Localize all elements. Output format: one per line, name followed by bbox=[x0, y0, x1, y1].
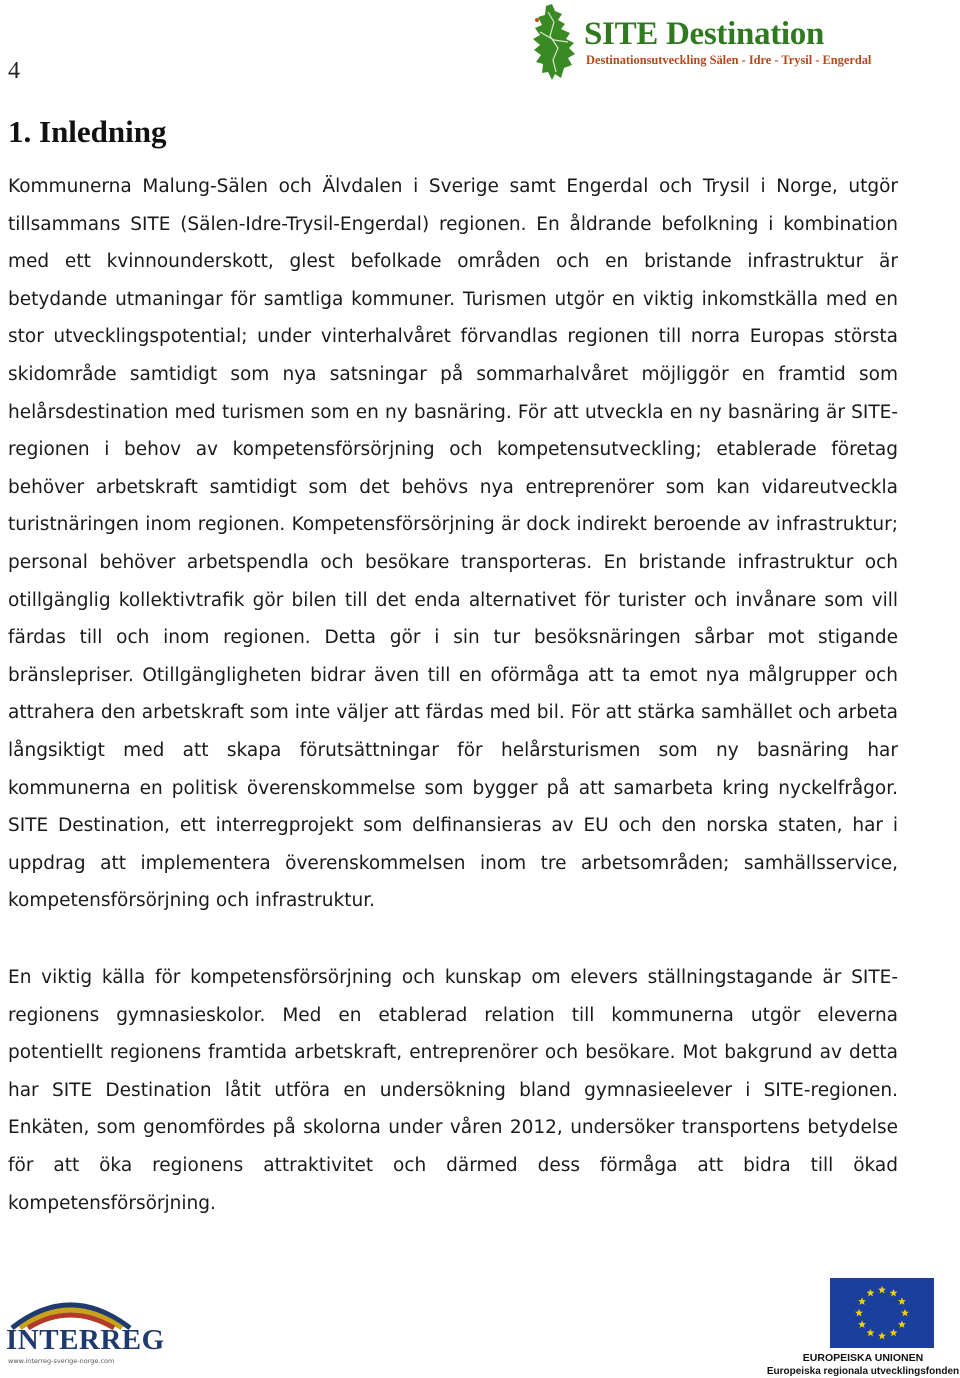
body-paragraph-1: Kommunerna Malung-Sälen och Älvdalen i Sverige samt Engerdal och Trysil i Norge, utgör tillsammans SITE (Sälen-Idre-Trysil-Engerdal) regionen. En åldrande befolkning i kombination med ett kvinnounderskott, glest befolkade områden och en bristande infrastruktur är betydande utmaningar för samtliga kommuner. Turismen utgör en viktig inkomstkälla med en stor utvecklingspotential; under vinterhalvåret förvandlas regionen till norra Europas största skidområde samtidigt som nya satsningar på sommarhalvåret möjliggör en framtid som helårsdestination med turismen som en ny basnäring. För att utveckla en ny basnäring är SITE-regionen i behov av kompetensförsörjning och kompetensutveckling; etablerade företag behöver arbetskraft samtidigt som det behövs nya entreprenörer som kan vidareutveckla turistnäringen inom regionen. Kompetensförsörjning är dock indirekt beroende av infrastruktur; personal behöver arbetspendla och besökare transporteras. En bristande infrastruktur och otillgänglig kollektivtrafik gör bilen till det enda alternativet för turister och invånare som vill färdas till och inom regionen. Detta gör i sin tur besöksnäringen sårbar mot stigande bränslepriser. Otillgängligheten bidrar även till en oförmåga att ta emot nya målgrupper och attrahera den arbetskraft som inte väljer att färdas med bil. För att stärka samhället och arbeta långsiktigt med att skapa förutsättningar för helårsturismen som ny basnäring har kommunerna en politisk överenskommelse som bygger på att samarbeta kring nyckelfrågor. SITE Destination, ett interregprojekt som delfinansieras av EU och den norska staten, har i uppdrag att implementera överenskommelsen inom tre arbetsområden; samhällsservice, kompetensförsörjning och infrastruktur. bbox=[8, 176, 898, 912]
eu-title: EUROPEISKA UNIONEN bbox=[802, 1352, 924, 1364]
body-paragraph-2: En viktig källa för kompetensförsörjning och kunskap om elevers ställningstagande är SITE-regionens gymnasieskolor. Med en etablerad relation till kommunerna utgör eleverna potentiellt regionens framtida arbetskraft, entreprenörer och besökare. Mot bakgrund av detta har SITE Destination låtit utföra en undersökning bland gymnasieelever i SITE-regionen. Enkäten, som genomfördes på skolorna under våren 2012, undersöker transportens betydelse för att öka regionens attraktivitet och därmed dess förmåga att bidra till ökad kompetensförsörjning. bbox=[8, 967, 898, 1214]
eu-flag-icon bbox=[830, 1278, 934, 1348]
logo-brand-name: SITE Destination bbox=[584, 16, 825, 52]
eu-logo bbox=[766, 1278, 960, 1378]
interreg-logo bbox=[6, 1296, 165, 1368]
interreg-url: www.interreg-sverige-norge.com bbox=[8, 1357, 115, 1365]
eu-fund-name: Europeiska regionala utvecklingsfonden bbox=[766, 1366, 960, 1377]
site-region-map-logo bbox=[528, 2, 590, 82]
logo-tagline: Destinationsutveckling Sälen - Idre - Trysil - Engerdal bbox=[586, 53, 872, 67]
site-destination-logo bbox=[528, 2, 928, 82]
section-heading: 1. Inledning bbox=[8, 114, 167, 149]
page-number: 4 bbox=[8, 58, 20, 84]
interreg-label: INTERREG bbox=[6, 1324, 165, 1356]
